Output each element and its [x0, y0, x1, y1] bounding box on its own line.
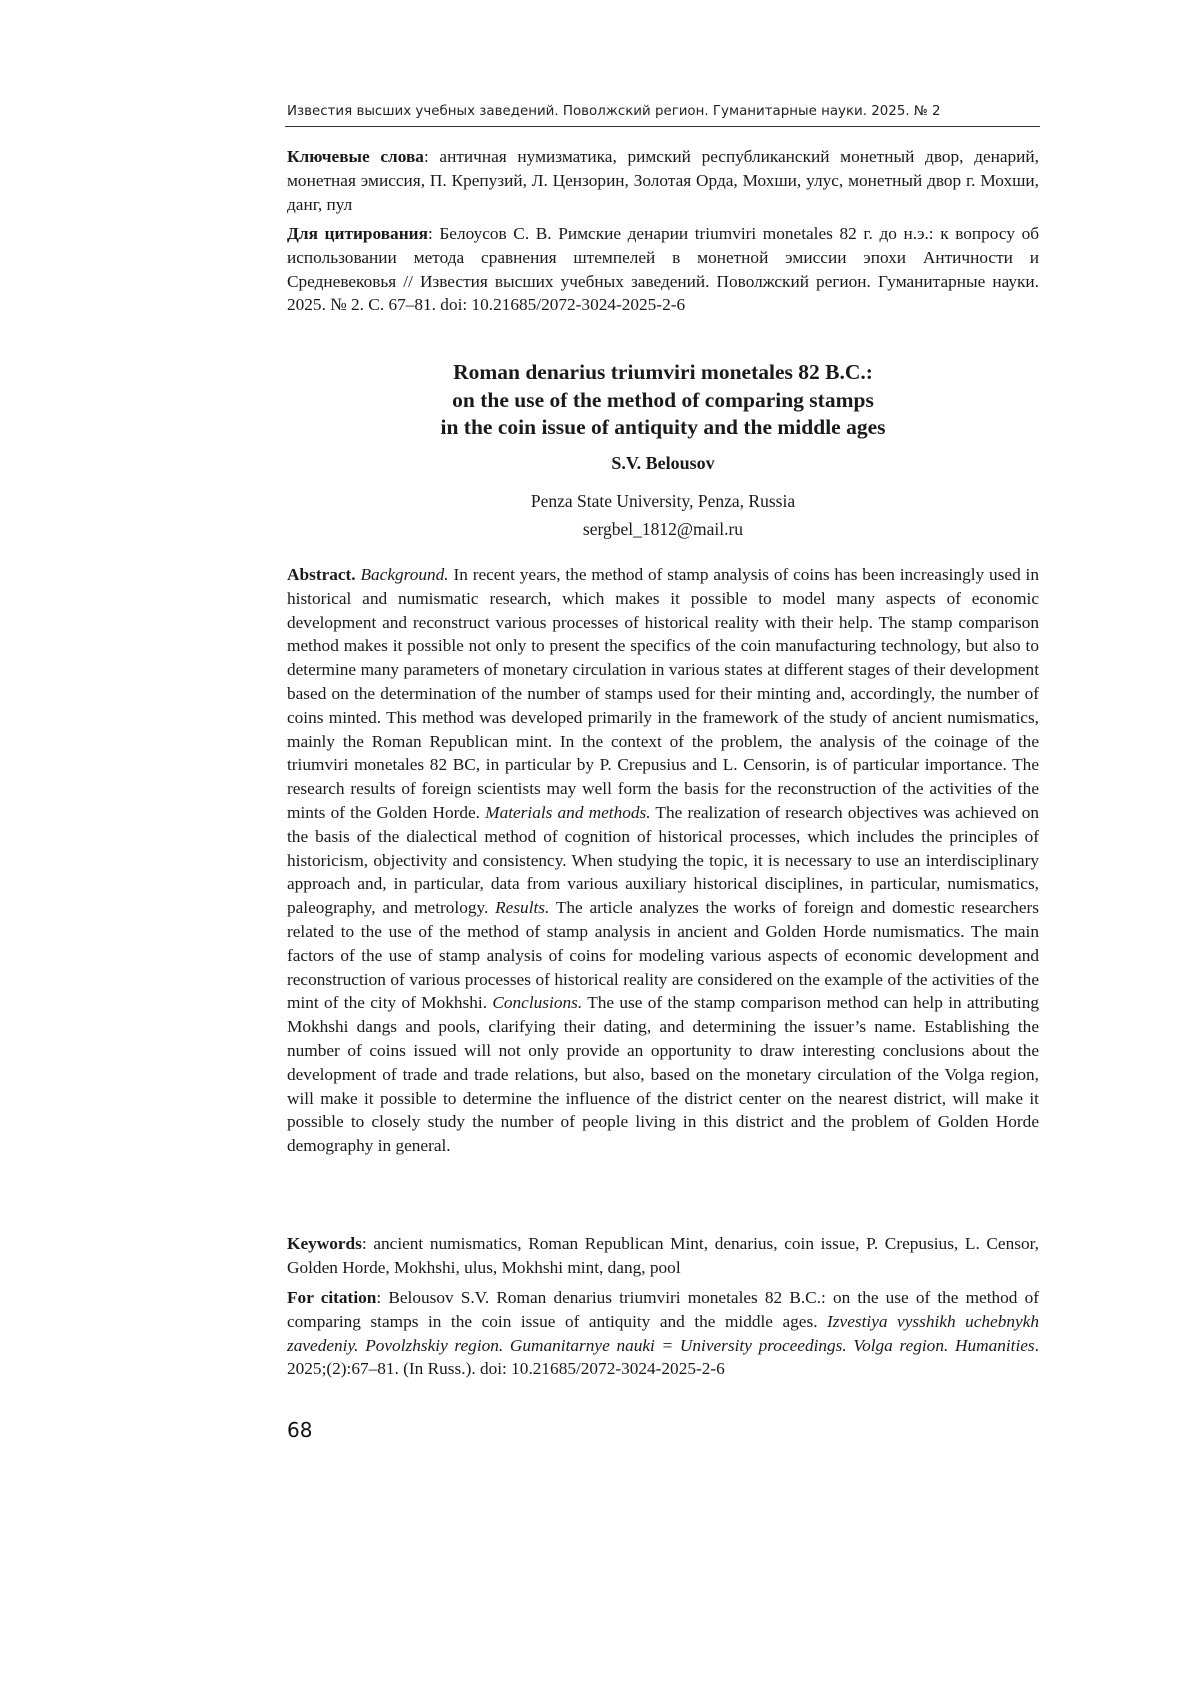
en-keywords-paragraph — [287, 1232, 1039, 1280]
title-line: in the coin issue of antiquity and the middle ages — [440, 415, 886, 439]
en-citation-tail: . 2025;(2):67–81. (In Russ.). doi: 10.21685/2072-3024-2025-2-6 — [287, 1335, 1039, 1379]
background-label: Background. — [360, 565, 449, 584]
author-affiliation-block — [287, 487, 1039, 543]
en-citation-journal: Izvestiya vysshikh uchebnykh zavedeniy. Povolzhskiy region. Gumanitarnye nauki = University proceedings. Volga region. Humanities — [287, 1311, 1039, 1355]
page-number: 68 — [287, 1418, 313, 1442]
ru-keywords-paragraph — [287, 145, 1039, 216]
results-label: Results. — [495, 898, 550, 918]
en-citation-label: For citation — [287, 1288, 377, 1307]
ru-keywords-label: Ключевые слова — [287, 147, 424, 166]
author-name: S.V. Belousov — [611, 453, 715, 473]
methods-label: Materials and methods. — [485, 802, 651, 822]
abstract-label: Abstract. — [287, 565, 356, 584]
affiliation: Penza State University, Penza, Russia — [530, 491, 796, 511]
running-head: Известия высших учебных заведений. Поволжский регион. Гуманитарные науки. 2025. № 2 — [287, 104, 941, 119]
results-text: The article analyzes the works of foreign and domestic researchers related to the use of the method of stamp analysis in ancient and Golden Horde numismatics. The main factors of the use of stamp analysis of coins for modeling various aspects of economic development and reconstruction of various processes of historical reality are considered on the example of the activities of the mint of the city of Mokhshi. — [287, 898, 1039, 1013]
conclusions-text: The use of the stamp comparison method can help in attributing Mokhshi dangs and pools, clarifying their dating, and determining the issuer’s name. Establishing the number of coins issued will not only provide an opportunity to draw interesting conclusions about the development of trade and trade relations, but also, based on the monetary circulation of the Volga region, will make it possible to determine the influence of the district center on the nearest district, will make it possible to closely study the number of people living in this district and the problem of Golden Horde demography in general. — [287, 993, 1039, 1156]
abstract-paragraph — [287, 563, 1039, 1158]
ru-citation-text: : Белоусов С. В. Римские денарии triumviri monetales 82 г. до н.э.: к вопросу об использовании метода сравнения штемпелей в монетной эмиссии эпохи Античности и Средневековья // Известия высших учебных заведений. Поволжский регион. Гуманитарные науки. 2025. № 2. С. 67–81. doi: 10.21685/2072-3024-2025-2-6 — [287, 224, 1040, 315]
en-keywords-text: : ancient numismatics, Roman Republican Mint, denarius, coin issue, P. Crepusius, L. Censor, Golden Horde, Mokhshi, ulus, Mokhshi mint, dang, pool — [287, 1234, 1039, 1277]
article-title — [287, 359, 1039, 442]
title-line: on the use of the method of comparing stamps — [452, 387, 874, 412]
ru-citation-paragraph — [287, 222, 1039, 317]
conclusions-label: Conclusions. — [492, 993, 583, 1013]
background-text: In recent years, the method of stamp analysis of coins has been increasingly used in historical and numismatic research, which makes it possible to model many aspects of economic development and reconstruct various processes of historical reality with their help. The stamp comparison method makes it possible not only to present the specifics of the coin manufacturing technology, but also to determine many parameters of monetary circulation in various states at different stages of their development based on the determination of the number of stamps used for their minting and, accordingly, the number of coins minted. This method was developed primarily in the framework of the study of ancient numismatics, mainly the Roman Republican mint. In the context of the problem, the analysis of the coinage of the triumviri monetales 82 BC, in particular by P. Crepusius and L. Censorin, is of particular importance. The research results of foreign scientists may well form the basis for the reconstruction of the activities of the mints of the Golden Horde. — [287, 565, 1039, 822]
header-rule — [285, 126, 1040, 127]
author-email: sergbel_1812@mail.ru — [582, 519, 744, 539]
en-citation-paragraph — [287, 1286, 1039, 1381]
methods-text: The realization of research objectives was achieved on the basis of the dialectical method of cognition of historical processes, which includes the principles of historicism, objectivity and consistency. When studying the topic, it is necessary to use an interdisciplinary approach and, in particular, data from various auxiliary historical disciplines, in particular, numismatics, paleography, and metrology. — [287, 802, 1039, 918]
ru-citation-label: Для цитирования — [287, 224, 428, 243]
en-citation-text: : Belousov S.V. Roman denarius triumviri monetales 82 B.C.: on the use of the method of comparing stamps in the coin issue of antiquity and the middle ages. — [287, 1288, 1039, 1331]
ru-keywords-text: : античная нумизматика, римский республиканский монетный двор, денарий, монетная эмиссия, П. Крепузий, Л. Цензорин, Золотая Орда, Мохши, улус, монетный двор г. Мохши, данг, пул — [287, 147, 1039, 214]
title-line: Roman denarius triumviri monetales 82 B.C.: — [453, 360, 873, 384]
en-keywords-label: Keywords — [287, 1234, 362, 1253]
